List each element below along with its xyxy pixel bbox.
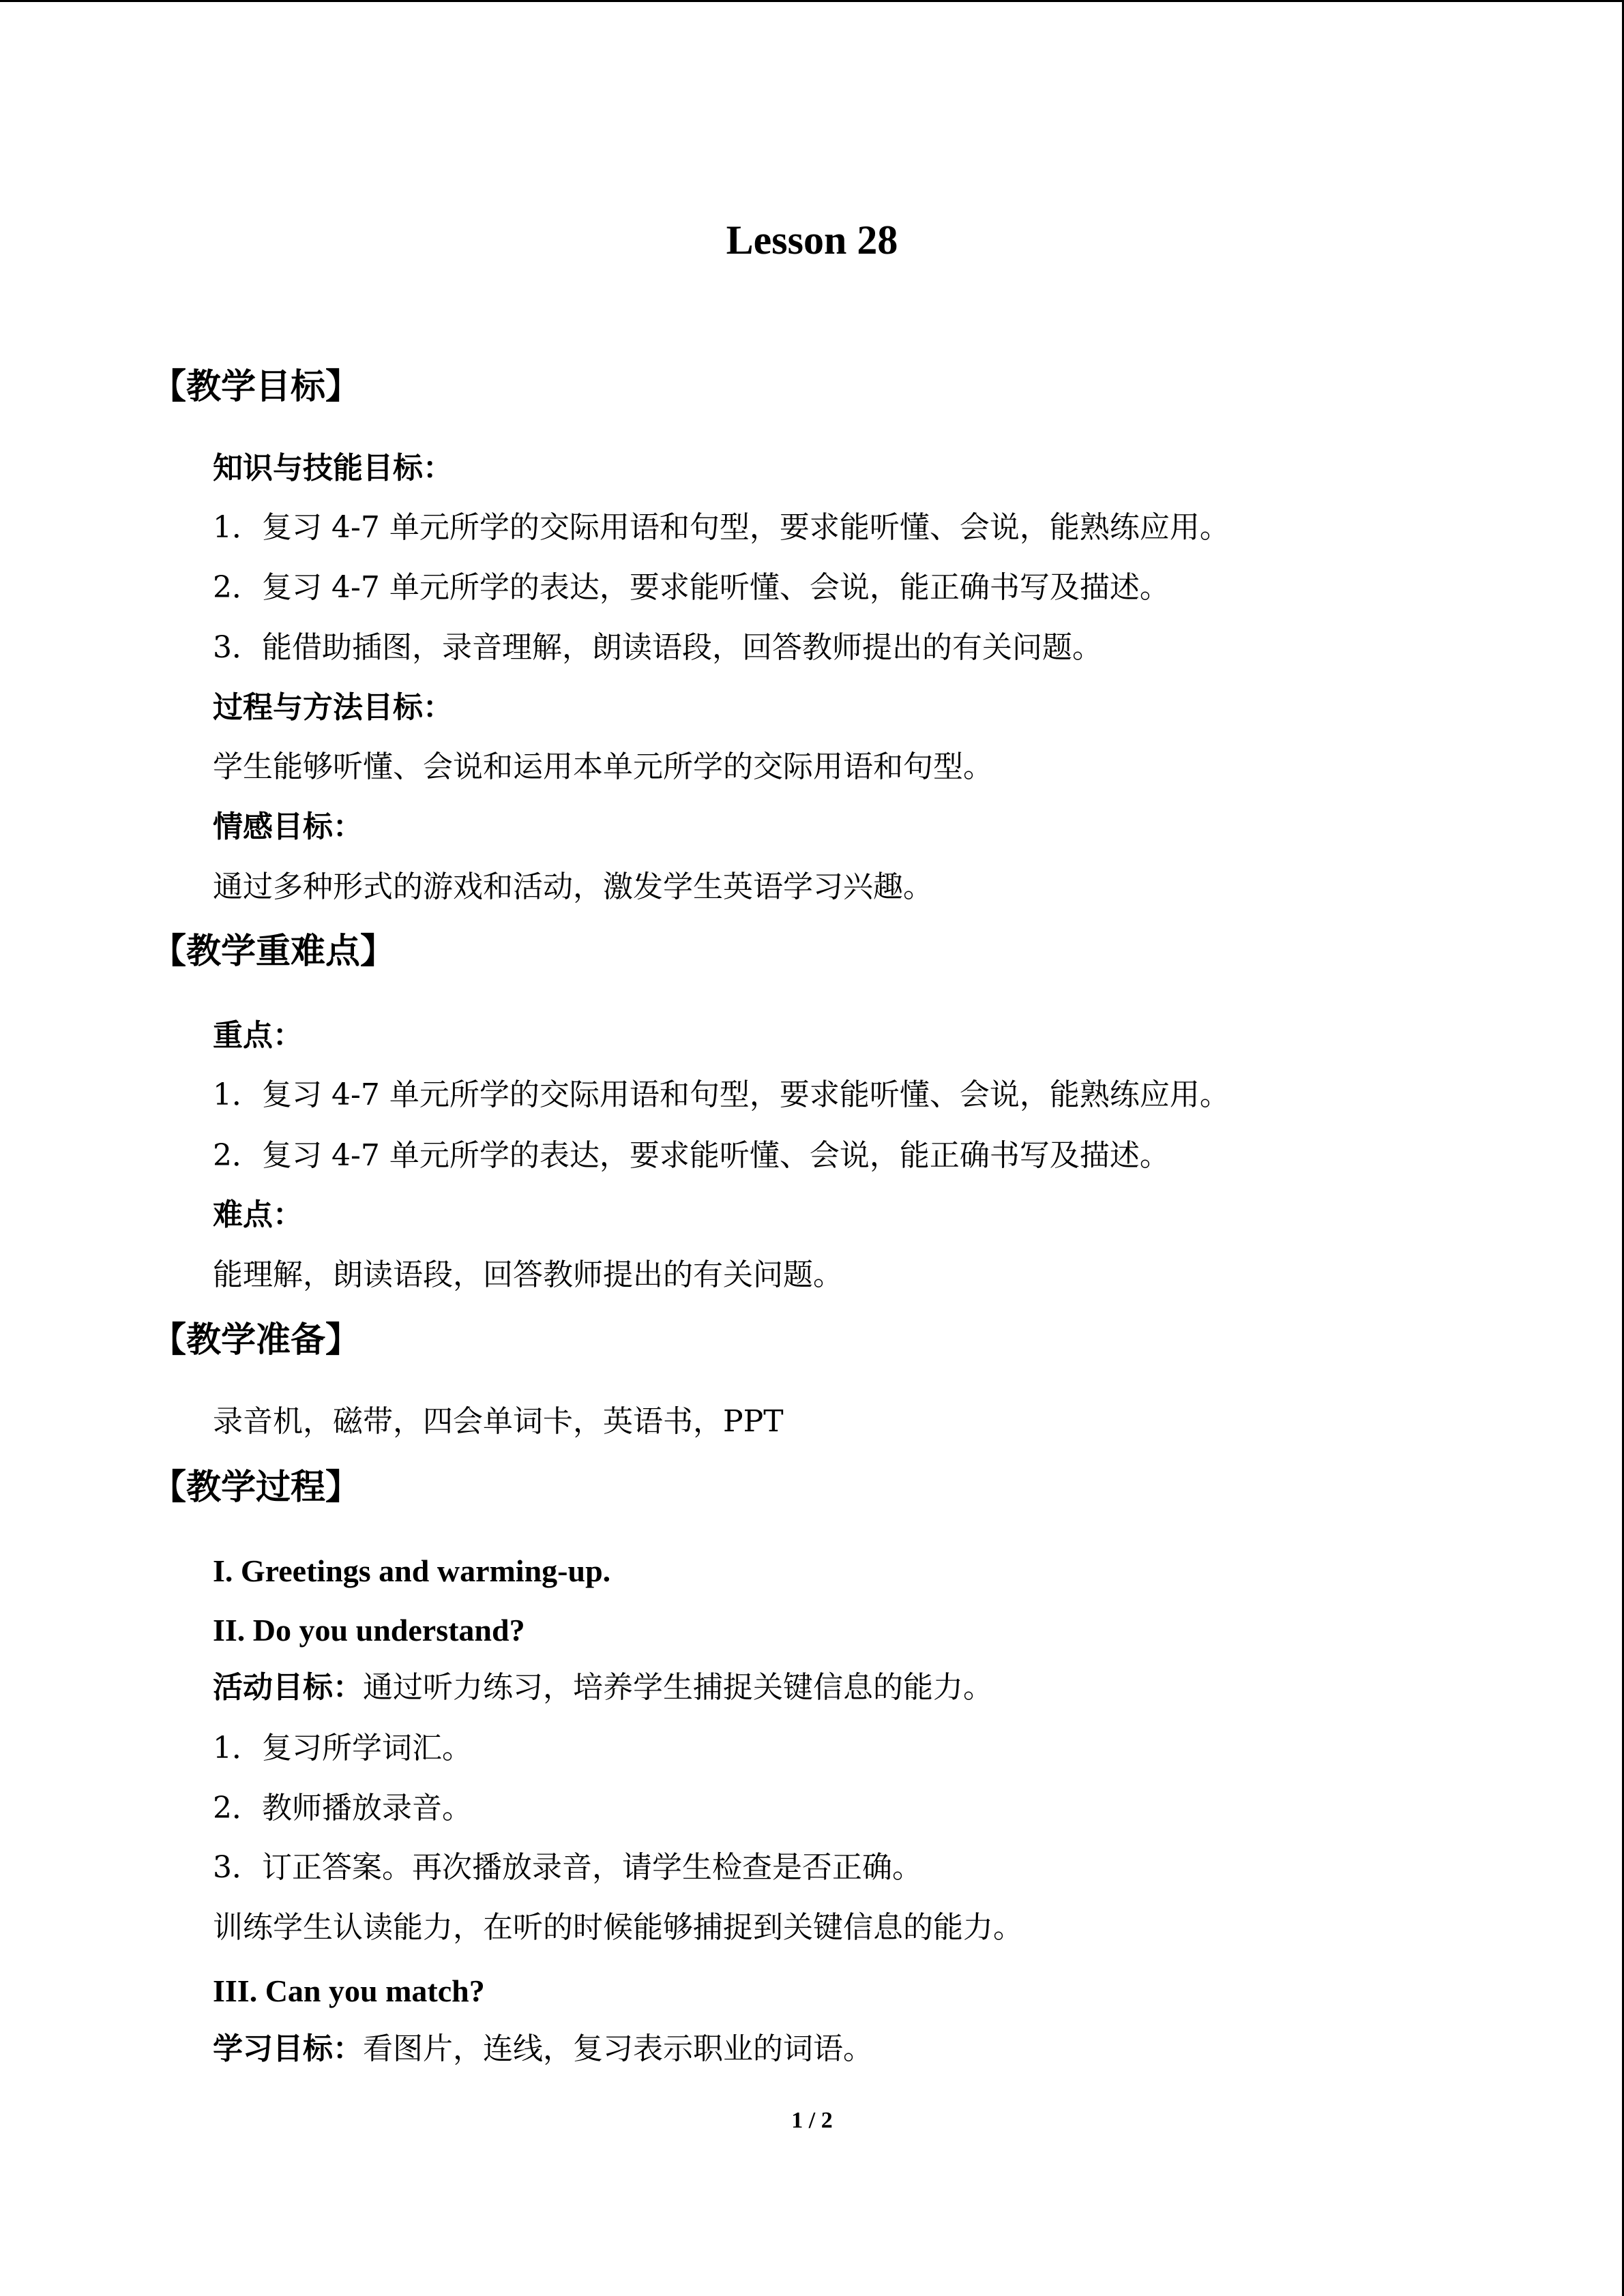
knowledge-item-3: 3．能借助插图，录音理解，朗读语段，回答教师提出的有关问题。 (213, 630, 1102, 665)
section-heading-process: 【教学过程】 (151, 1467, 361, 1508)
process-step-1: I. Greetings and warming-up. (213, 1553, 611, 1588)
emotion-text: 通过多种形式的游戏和活动，激发学生英语学习兴趣。 (213, 869, 933, 904)
step3-goal (213, 2029, 873, 2070)
difficulty-text: 能理解，朗读语段，回答教师提出的有关问题。 (213, 1257, 843, 1292)
difficulty-label: 难点： (213, 1197, 303, 1232)
page-title: Lesson 28 (726, 218, 898, 263)
knowledge-label: 知识与技能目标： (213, 451, 453, 486)
step2-note: 训练学生认读能力，在听的时候能够捕捉到关键信息的能力。 (213, 1910, 1023, 1945)
step2-goal (213, 1667, 993, 1708)
step3-goal-text: 看图片，连线，复习表示职业的词语。 (363, 2031, 873, 2066)
step2-goal-label: 活动目标： (213, 1670, 363, 1705)
process-step-2: II. Do you understand? (213, 1613, 525, 1648)
section-heading-objectives: 【教学目标】 (151, 366, 361, 407)
step2-item-3: 3．订正答案。再次播放录音，请学生检查是否正确。 (213, 1850, 922, 1885)
process-text: 学生能够听懂、会说和运用本单元所学的交际用语和句型。 (213, 749, 993, 784)
step2-goal-text: 通过听力练习，培养学生捕捉关键信息的能力。 (363, 1670, 993, 1705)
step3-goal-label: 学习目标： (213, 2031, 363, 2066)
process-label: 过程与方法目标： (213, 690, 453, 725)
page-number: 1 / 2 (791, 2108, 833, 2133)
emotion-label: 情感目标： (213, 809, 363, 844)
preparation-text: 录音机，磁带，四会单词卡，英语书，PPT (213, 1404, 784, 1439)
section-heading-key-points: 【教学重难点】 (151, 931, 396, 972)
focus-item-2: 2．复习 4-7 单元所学的表达，要求能听懂、会说，能正确书写及描述。 (213, 1138, 1170, 1173)
focus-item-1: 1．复习 4-7 单元所学的交际用语和句型，要求能听懂、会说，能熟练应用。 (213, 1077, 1230, 1112)
step2-item-2: 2．教师播放录音。 (213, 1791, 472, 1825)
process-step-3: III. Can you match? (213, 1973, 485, 2008)
step2-item-1: 1．复习所学词汇。 (213, 1731, 472, 1765)
focus-label: 重点： (213, 1018, 303, 1053)
section-heading-preparation: 【教学准备】 (151, 1320, 361, 1360)
knowledge-item-2: 2．复习 4-7 单元所学的表达，要求能听懂、会说，能正确书写及描述。 (213, 570, 1170, 605)
knowledge-item-1: 1．复习 4-7 单元所学的交际用语和句型，要求能听懂、会说，能熟练应用。 (213, 510, 1230, 545)
